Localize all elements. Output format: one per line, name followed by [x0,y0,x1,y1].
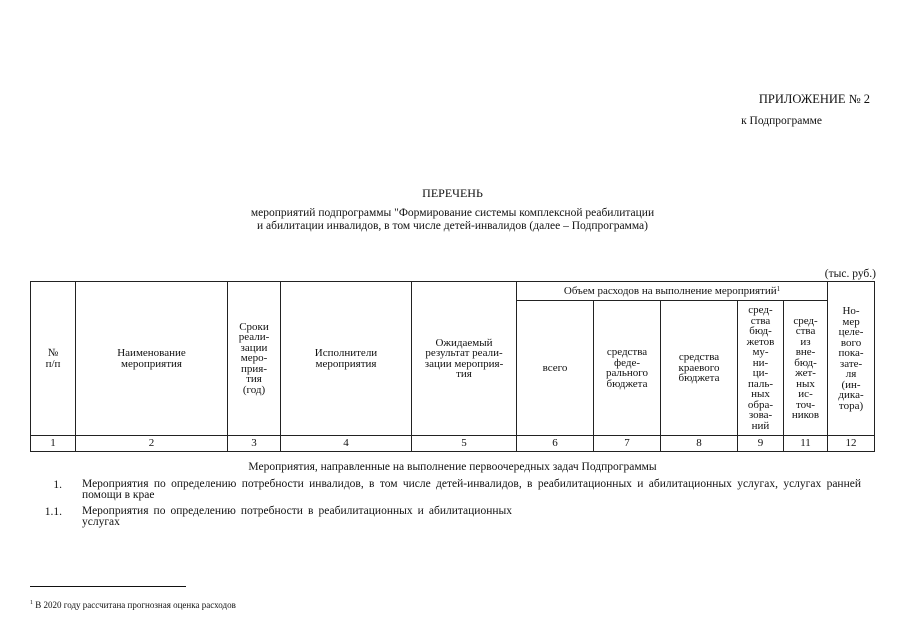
header-total: всего [517,301,594,436]
header-terms: Сроки реали- зации меро- прия- тия (год) [228,282,281,436]
header-expenses-group [517,282,828,301]
header-row-1 [31,282,875,301]
header-municipal: сред- ства бюд- жетов му- ни- ци- паль- ных обра- зова- ний [738,301,784,436]
section-heading: Мероприятия, направленные на выполнение первоочередных задач Подпрограммы [248,461,657,473]
units-label: (тыс. руб.) [824,268,876,280]
column-number: 9 [738,436,784,452]
footnote-text: В 2020 году рассчитана прогнозная оценка расходов [35,600,236,610]
footnote-separator [30,586,186,587]
header-indicator: Но- мер целе- вого пока- зате- ля (ин- дика- тора) [828,282,875,436]
header-number: № п/п [31,282,76,436]
footnote-reference: 1 [776,284,781,293]
header-federal: средства феде- рального бюджета [594,301,661,436]
footnote-mark: 1 [30,600,33,606]
column-number: 8 [661,436,738,452]
appendix-subtitle: к Подпрограмме [741,115,822,127]
column-number: 7 [594,436,661,452]
header-regional: средства краевого бюджета [661,301,738,436]
column-number: 6 [517,436,594,452]
column-number: 1 [31,436,76,452]
row-2-number: 1.1. [44,506,62,518]
header-executors: Исполнители мероприятия [281,282,412,436]
column-number: 5 [412,436,517,452]
column-number: 4 [281,436,412,452]
appendix-label: ПРИЛОЖЕНИЕ № 2 [758,92,870,106]
column-number: 3 [228,436,281,452]
row-1-text: Мероприятия по определению потребности инвалидов, в том числе детей-инвалидов, в реабилитационных и абилитационных услугах, услугах ранней помощи в крае [82,478,861,501]
row-1-number: 1. [53,479,62,491]
header-result: Ожидаемый результат реали- зации мероприя- тия [412,282,517,436]
subtitle-line-1: мероприятий подпрограммы "Формирование системы комплексной реабилитации [250,207,655,219]
column-number: 12 [828,436,875,452]
column-number: 11 [784,436,828,452]
column-number: 2 [76,436,228,452]
document-subtitle [200,207,705,232]
footnote [30,600,236,610]
row-2-text: Мероприятия по определению потребности в реабилитационных и абилитационных услугах [82,505,512,528]
column-number-row [31,436,875,452]
expenses-group-label: Объем расходов на выполнение мероприятий [563,284,777,297]
header-name: Наименование мероприятия [76,282,228,436]
header-offbudget: сред- ства из вне- бюд- жет- ных ис- точ- ников [784,301,828,436]
document-title: ПЕРЕЧЕНЬ [422,186,483,200]
subtitle-line-2: и абилитации инвалидов, в том числе детей-инвалидов (далее – Подпрограмма) [257,219,648,232]
measures-table [30,281,875,452]
